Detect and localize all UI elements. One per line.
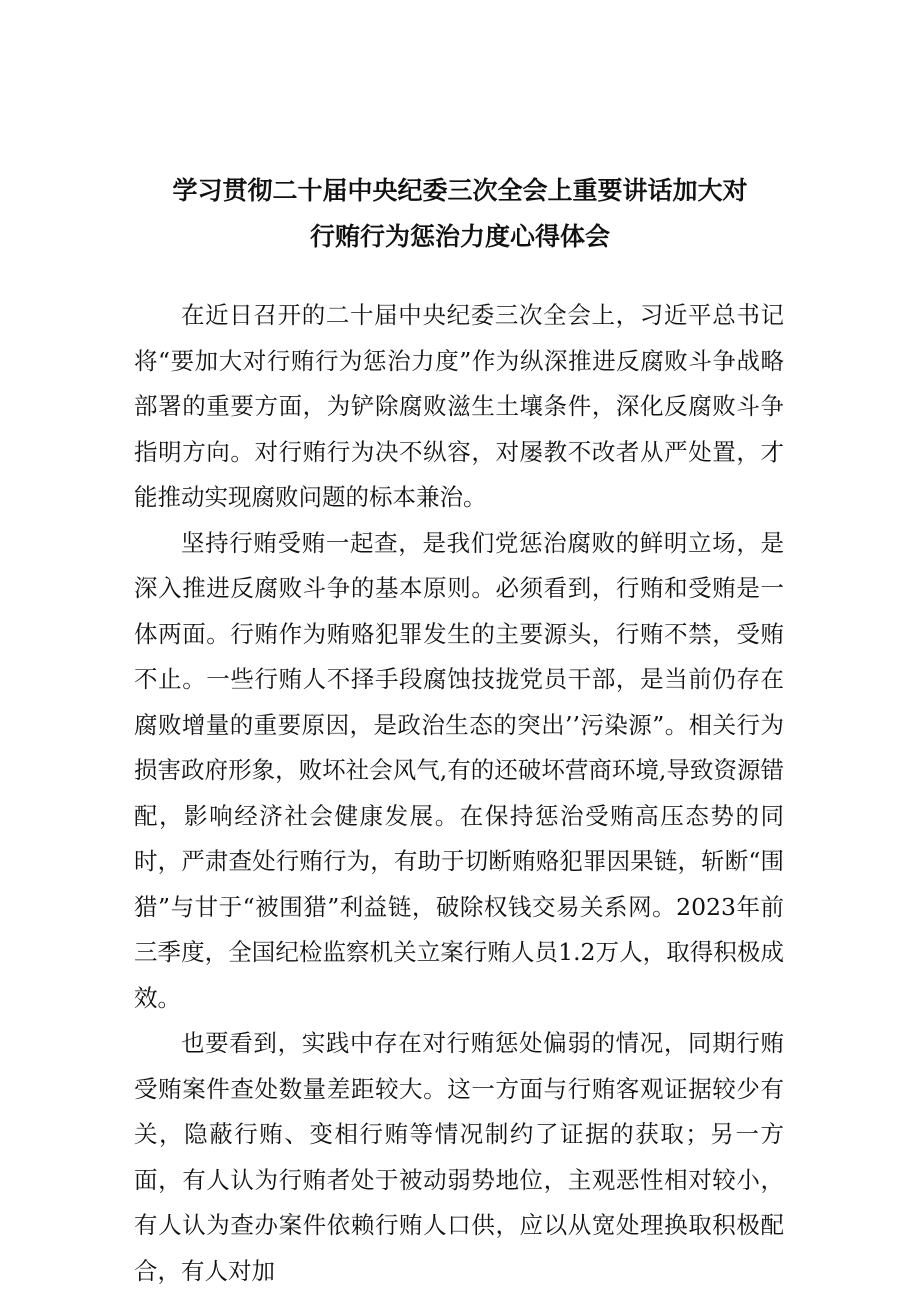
title-line-2: 行贿行为惩治力度心得体会 [309,222,610,251]
title-line-1: 学习贯彻二十届中央纪委三次全会上重要讲话加大对 [172,176,748,205]
paragraph-1: 在近日召开的二十届中央纪委三次全会上，习近平总书记将“要加大对行贿行为惩治力度”作为纵深推进反腐败斗争战略部署的重要方面，为铲除腐败滋生土壤条件，深化反腐败斗争指明方向。对行贿行为决不纵容，对屡教不改者从严处置，才能推动实现腐败问题的标本兼治。 [134,301,784,511]
document-body [134,293,784,1294]
paragraph-2: 坚持行贿受贿一起查，是我们党惩治腐败的鲜明立场，是深入推进反腐败斗争的基本原则。必须看到，行贿和受贿是一体两面。行贿作为贿赂犯罪发生的主要源头，行贿不禁，受贿不止。一些行贿人不择手段腐蚀技拢党员干部，是当前仍存在腐败增量的重要原因，是政治生态的突出’’污染源”。相关行为损害政府形象，败坏社会风气,有的还破坏营商环境,导致资源错配，影响经济社会健康发展。在保持惩治受贿高压态势的同时，严肃查处行贿行为，有助于切断贿赂犯罪因果链，斩断“围猎”与甘于“被围猎”利益链，破除权钱交易关系网。2023年前三季度，全国纪检监察机关立案行贿人员1.2万人，取得积极成效。 [134,528,784,1012]
document-title [0,168,920,260]
paragraph-3: 也要看到，实践中存在对行贿惩处偏弱的情况，同期行贿受贿案件查处数量差距较大。这一方面与行贿客观证据较少有关，隐蔽行贿、变相行贿等情况制约了证据的获取；另一方面，有人认为行贿者处于被动弱势地位，主观恶性相对较小，有人认为查办案件依赖行贿人口供，应以从宽处理换取积极配合，有人对加 [134,1029,784,1285]
